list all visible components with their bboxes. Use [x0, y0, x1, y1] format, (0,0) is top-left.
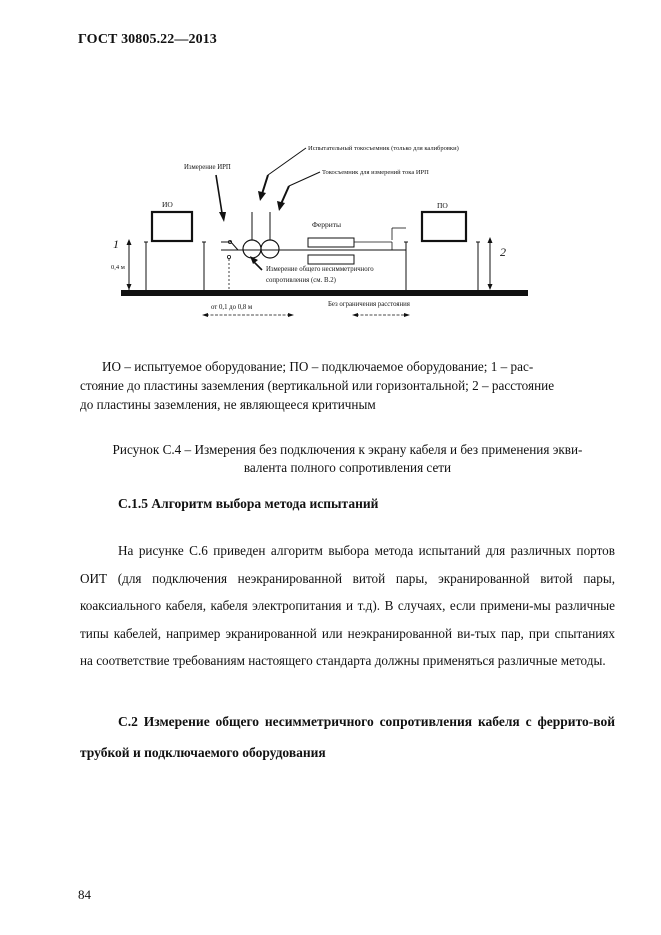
ferrite-lower: [308, 255, 354, 264]
body-paragraph: На рисунке С.6 приведен алгоритм выбора метода испытаний для различных портов ОИТ (для подключения неэкранированной витой пары, экранированной витой пары, коаксиального кабеля, кабеля электропитания и т.д). В случаях, если примени-мы различные типы кабелей, например экранированной или неэкранированной ви-тых пар, при спытаниях на соответствие требованиям настоящего стандарта должны применяться различные методы.: [80, 543, 615, 668]
caption-line-1: Рисунок С.4 – Измерения без подключения к экрану кабеля и без применения экви-: [112, 442, 583, 457]
label-current-probe-irp: Токосъемник для измерений тока ИРП: [322, 169, 429, 176]
caption-line-2: валента полного сопротивления сети: [243, 460, 452, 475]
current-probe-calibration: [243, 240, 261, 258]
label-impedance-line2: сопротивления (см. В.2): [266, 277, 336, 284]
label-impedance-line1: Измерение общего несимметричного: [266, 266, 374, 273]
po-label: ПО: [437, 201, 448, 210]
legend-line-2: стояние до пластины заземления (вертикальной или горизонтальной; 2 – расстояние: [80, 378, 555, 393]
figure-legend: [80, 357, 615, 414]
current-probe-irp: [261, 240, 279, 258]
marker-1: 1: [113, 237, 119, 251]
height-label: 0,4 м: [111, 264, 125, 271]
measurement-setup-figure: [0, 0, 661, 340]
section-heading-c15: С.1.5 Алгоритм выбора метода испытаний: [118, 496, 379, 511]
label-no-limit: Без ограничения расстояния: [328, 301, 410, 308]
section-heading-c2: С.2 Измерение общего несимметричного сопротивления кабеля с феррито-вой трубкой и подключаемого оборудования: [80, 714, 615, 760]
io-label: ИО: [162, 200, 173, 209]
label-distance: от 0,1 до 0,8 м: [211, 304, 253, 311]
document-header: ГОСТ 30805.22—2013: [78, 32, 217, 47]
io-box: [152, 212, 192, 241]
marker-2: 2: [500, 245, 506, 259]
ground-plane: [121, 290, 528, 296]
label-irp-measurement: Измерение ИРП: [184, 164, 231, 171]
ferrite-upper: [308, 238, 354, 247]
ferrites-label: Ферриты: [312, 220, 342, 229]
label-current-probe-calibration: Испытательный токосъемник (только для калибровки): [308, 145, 459, 152]
figure-caption: [80, 441, 615, 477]
legend-line-1: ИО – испытуемое оборудование; ПО – подключаемое оборудование; 1 – рас-: [102, 359, 534, 374]
po-box: [422, 212, 466, 241]
legend-line-3: до пластины заземления, не являющееся критичным: [80, 397, 376, 412]
page-number: 84: [78, 887, 91, 902]
